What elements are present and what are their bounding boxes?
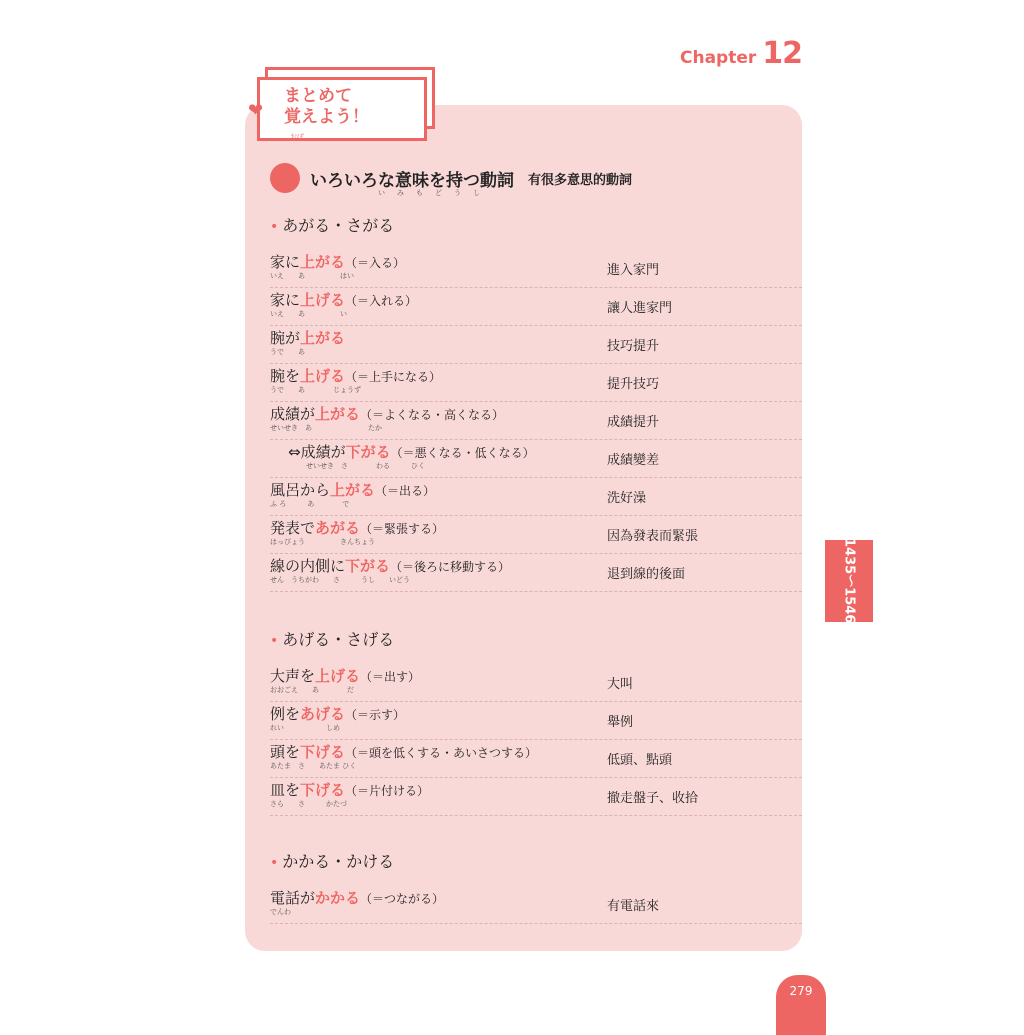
chapter-heading [680, 36, 802, 71]
meaning: 因為發表而緊張 [607, 529, 699, 544]
meaning: 低頭、點頭 [607, 753, 673, 768]
list-item: 腕が上がる うで あ 技巧提升 [270, 325, 802, 364]
list-item: 頭を下げる（＝頭を低くする・あいさつする） あたま さ あたま ひく 低頭、點頭 [270, 739, 802, 778]
chapter-word: Chapter [679, 48, 757, 68]
meaning: 進入家門 [607, 263, 660, 278]
list-item: ⇔成績が下がる（＝悪くなる・低くなる） せいせき さ わる ひく 成績變差 [270, 439, 802, 478]
list-item: 腕を上げる（＝上手になる） うで あ じょうず 提升技巧 [270, 363, 802, 402]
section-title [270, 163, 633, 197]
list-item: 線の内側に下がる（＝後ろに移動する） せん うちがわ さ うし いどう 退到線的後面 [270, 553, 802, 592]
meaning: 讓人進家門 [607, 301, 673, 316]
bullet-icon: • [270, 855, 279, 871]
group-title: • かかる・かける [270, 852, 395, 871]
meaning: 提升技巧 [607, 377, 660, 392]
meaning: 有電話來 [607, 899, 660, 914]
meaning: 退到線的後面 [607, 567, 686, 582]
chapter-number: 12 [762, 36, 802, 71]
entry-range-tab: 1435～1546 [825, 540, 873, 622]
list-item: 家に上げる（＝入れる） いえ あ い 讓人進家門 [270, 287, 802, 326]
badge-line1: まとめて [284, 86, 352, 106]
meaning: 大叫 [607, 677, 634, 692]
list-item: 大声を上げる（＝出す） おおごえ あ だ 大叫 [270, 663, 802, 702]
section-title-jp: いろいろな意味を持つ動詞 [310, 170, 514, 191]
section-title-ruby: いみもどうし [378, 189, 492, 197]
badge-ruby: おぼ [290, 133, 304, 141]
list-item: 成績が上がる（＝よくなる・高くなる） せいせき あ たか 成績提升 [270, 401, 802, 440]
list-item: 発表であがる（＝緊張する） はっぴょう きんちょう 因為發表而緊張 [270, 515, 802, 554]
meaning: 成績變差 [607, 453, 660, 468]
page-number: 279 [776, 975, 826, 1035]
bullet-icon: • [270, 633, 279, 649]
list-item: 電話がかかる（＝つながる） でんわ 有電話來 [270, 885, 802, 924]
heart-icon: ❤ [248, 100, 264, 121]
meaning: 成績提升 [607, 415, 660, 430]
group-title: • あげる・さげる [270, 630, 395, 649]
bullet-icon: • [270, 219, 279, 235]
list-item: 例をあげる（＝示す） れい しめ 舉例 [270, 701, 802, 740]
section-title-zh: 有很多意思的動詞 [528, 172, 633, 188]
meaning: 撤走盤子、收拾 [607, 791, 699, 806]
list-item: 家に上がる（＝入る） いえ あ はい 進入家門 [270, 249, 802, 288]
list-item: 風呂から上がる（＝出る） ふ ろ あ で 洗好澡 [270, 477, 802, 516]
circle-icon [270, 163, 300, 193]
group-title: • あがる・さがる [270, 216, 395, 235]
meaning: 技巧提升 [607, 339, 660, 354]
meaning: 舉例 [607, 715, 634, 730]
meaning: 洗好澡 [607, 491, 647, 506]
badge-line2: 覚えよう！ [284, 107, 369, 127]
summary-badge [248, 77, 427, 141]
list-item: 皿を下げる（＝片付ける） さら さ かたづ 撤走盤子、收拾 [270, 777, 802, 816]
